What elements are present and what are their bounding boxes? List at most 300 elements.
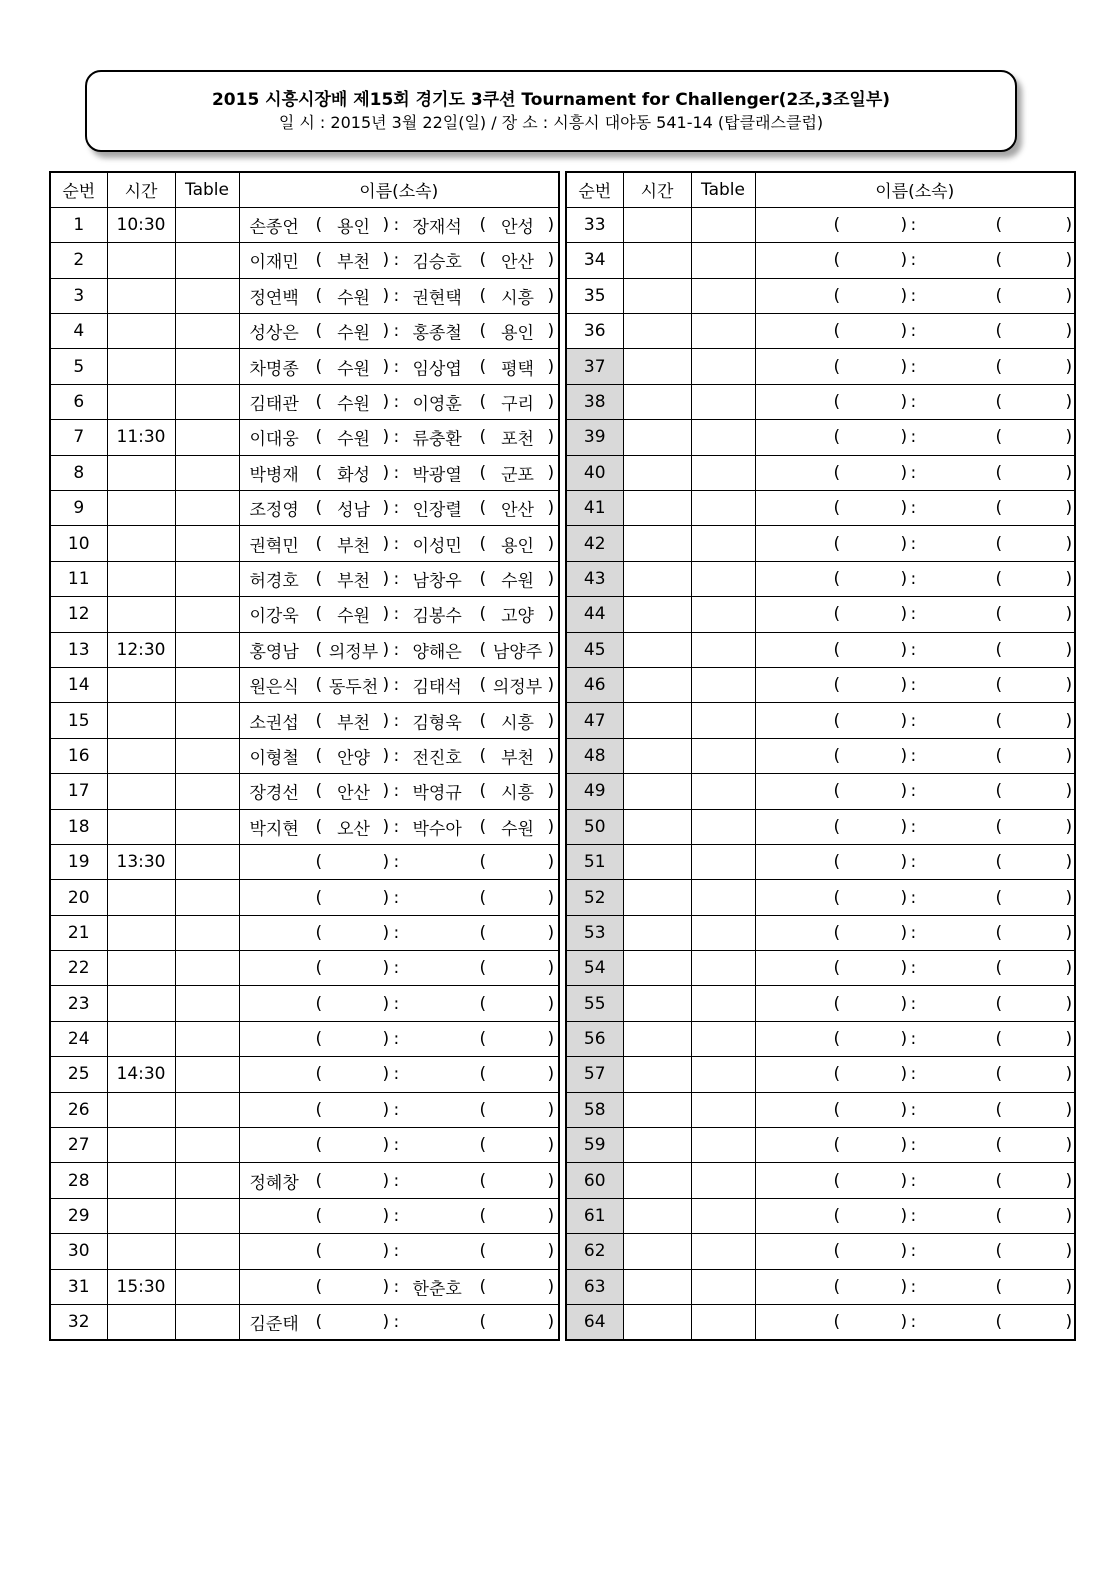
table-row [50, 1198, 559, 1233]
player2-name: 이영훈 [412, 394, 462, 415]
match-cell [239, 774, 559, 809]
open-paren: ( [833, 392, 841, 413]
player1-affiliation: 동두천 [328, 677, 379, 698]
open-paren: ( [315, 675, 323, 696]
player2-affiliation: 구리 [501, 394, 534, 415]
table-row [566, 420, 1075, 455]
order-cell: 52 [566, 880, 623, 915]
open-paren: ( [315, 1064, 323, 1085]
open-paren: ( [833, 958, 841, 979]
close-paren: ) [900, 285, 908, 306]
table-row [50, 951, 559, 986]
player1-name: 김준태 [249, 1314, 299, 1335]
match-cell [755, 1198, 1075, 1233]
close-paren: ) [547, 1276, 555, 1297]
close-paren: ) [382, 1029, 390, 1050]
player1-name: 이대웅 [249, 429, 299, 450]
open-paren: ( [315, 568, 323, 589]
table-number-cell [691, 1198, 755, 1233]
table-number-cell [175, 1057, 239, 1092]
player2-name: 권현택 [412, 288, 462, 309]
close-paren: ) [547, 816, 555, 837]
table-number-cell [691, 420, 755, 455]
close-paren: ) [900, 250, 908, 271]
time-cell [623, 278, 691, 313]
separator: : [393, 321, 400, 342]
time-cell [623, 1234, 691, 1269]
open-paren: ( [315, 958, 323, 979]
table-row [566, 1198, 1075, 1233]
order-cell: 54 [566, 951, 623, 986]
open-paren: ( [995, 1276, 1003, 1297]
open-paren: ( [833, 1206, 841, 1227]
close-paren: ) [1065, 816, 1073, 837]
order-cell: 63 [566, 1269, 623, 1304]
open-paren: ( [479, 568, 487, 589]
close-paren: ) [900, 1135, 908, 1156]
close-paren: ) [382, 533, 390, 554]
table-number-cell [175, 1021, 239, 1056]
match-cell [755, 915, 1075, 950]
separator: : [393, 1099, 400, 1120]
player2-affiliation: 시흥 [501, 783, 534, 804]
time-cell [107, 1163, 175, 1198]
time-cell [623, 243, 691, 278]
table-number-cell [691, 349, 755, 384]
order-cell: 32 [50, 1305, 107, 1340]
close-paren: ) [547, 1064, 555, 1085]
match-cell [239, 632, 559, 667]
time-cell [623, 207, 691, 242]
table-row [50, 561, 559, 596]
open-paren: ( [833, 250, 841, 271]
close-paren: ) [547, 1135, 555, 1156]
open-paren: ( [995, 356, 1003, 377]
order-cell: 44 [566, 597, 623, 632]
open-paren: ( [315, 1311, 323, 1332]
close-paren: ) [382, 922, 390, 943]
match-cell [755, 844, 1075, 879]
order-cell: 35 [566, 278, 623, 313]
close-paren: ) [547, 745, 555, 766]
close-paren: ) [547, 498, 555, 519]
time-cell [107, 951, 175, 986]
close-paren: ) [382, 852, 390, 873]
open-paren: ( [995, 321, 1003, 342]
open-paren: ( [995, 639, 1003, 660]
table-row [566, 526, 1075, 561]
time-cell [107, 384, 175, 419]
separator: : [393, 533, 400, 554]
close-paren: ) [900, 321, 908, 342]
open-paren: ( [479, 887, 487, 908]
separator: : [393, 568, 400, 589]
open-paren: ( [315, 1170, 323, 1191]
open-paren: ( [995, 1241, 1003, 1262]
close-paren: ) [1065, 922, 1073, 943]
time-cell [623, 703, 691, 738]
open-paren: ( [995, 958, 1003, 979]
match-cell [755, 1057, 1075, 1092]
match-cell [239, 1163, 559, 1198]
player2-affiliation: 포천 [501, 429, 534, 450]
match-cell [755, 703, 1075, 738]
time-cell [623, 986, 691, 1021]
separator: : [393, 1135, 400, 1156]
player2-affiliation: 용인 [501, 536, 534, 557]
header-time: 시간 [107, 172, 175, 207]
order-cell: 4 [50, 314, 107, 349]
table-row [566, 278, 1075, 313]
close-paren: ) [1065, 887, 1073, 908]
close-paren: ) [547, 993, 555, 1014]
match-cell [755, 1163, 1075, 1198]
match-cell [755, 491, 1075, 526]
player2-name: 홍종철 [412, 323, 462, 344]
open-paren: ( [995, 462, 1003, 483]
close-paren: ) [900, 958, 908, 979]
player1-name: 손종언 [249, 217, 299, 238]
open-paren: ( [479, 922, 487, 943]
table-row [566, 314, 1075, 349]
order-cell: 64 [566, 1305, 623, 1340]
separator: : [910, 922, 917, 943]
match-cell [239, 1198, 559, 1233]
close-paren: ) [900, 1276, 908, 1297]
table-number-cell [175, 314, 239, 349]
table-row [566, 243, 1075, 278]
open-paren: ( [479, 604, 487, 625]
open-paren: ( [315, 816, 323, 837]
order-cell: 7 [50, 420, 107, 455]
table-number-cell [175, 561, 239, 596]
match-cell [755, 738, 1075, 773]
table-row [50, 632, 559, 667]
separator: : [393, 1206, 400, 1227]
match-cell [239, 349, 559, 384]
open-paren: ( [315, 498, 323, 519]
player1-name: 이형철 [249, 748, 299, 769]
table-number-cell [691, 455, 755, 490]
separator: : [393, 1241, 400, 1262]
close-paren: ) [900, 498, 908, 519]
player2-affiliation: 남양주 [492, 642, 543, 663]
close-paren: ) [900, 1311, 908, 1332]
close-paren: ) [1065, 1099, 1073, 1120]
player2-name: 류충환 [412, 429, 462, 450]
close-paren: ) [547, 321, 555, 342]
close-paren: ) [1065, 1241, 1073, 1262]
table-number-cell [175, 703, 239, 738]
separator: : [910, 710, 917, 731]
open-paren: ( [315, 427, 323, 448]
player2-affiliation: 평택 [501, 359, 534, 380]
player1-affiliation: 부천 [337, 252, 370, 273]
match-cell [239, 1128, 559, 1163]
close-paren: ) [547, 781, 555, 802]
table-number-cell [691, 1128, 755, 1163]
close-paren: ) [1065, 533, 1073, 554]
player1-name: 조정영 [249, 500, 299, 521]
time-cell [623, 809, 691, 844]
separator: : [393, 462, 400, 483]
player1-name: 원은식 [249, 677, 299, 698]
open-paren: ( [833, 745, 841, 766]
separator: : [393, 498, 400, 519]
header-time: 시간 [623, 172, 691, 207]
separator: : [910, 1206, 917, 1227]
player2-name: 김형욱 [412, 713, 462, 734]
match-cell [239, 455, 559, 490]
close-paren: ) [382, 816, 390, 837]
time-cell [623, 491, 691, 526]
separator: : [393, 639, 400, 660]
close-paren: ) [900, 427, 908, 448]
close-paren: ) [382, 1206, 390, 1227]
time-cell [107, 243, 175, 278]
match-cell [755, 349, 1075, 384]
close-paren: ) [382, 1135, 390, 1156]
match-cell [239, 880, 559, 915]
match-cell [239, 1057, 559, 1092]
table-row [50, 1269, 559, 1304]
table-row [50, 597, 559, 632]
open-paren: ( [479, 1135, 487, 1156]
match-cell [239, 1269, 559, 1304]
table-row [566, 809, 1075, 844]
match-cell [239, 738, 559, 773]
close-paren: ) [900, 639, 908, 660]
separator: : [910, 1170, 917, 1191]
table-number-cell [175, 632, 239, 667]
table-row [50, 1305, 559, 1340]
table-number-cell [175, 667, 239, 702]
time-cell [107, 1198, 175, 1233]
table-row [566, 455, 1075, 490]
close-paren: ) [900, 356, 908, 377]
table-number-cell [691, 561, 755, 596]
separator: : [910, 533, 917, 554]
separator: : [910, 993, 917, 1014]
close-paren: ) [382, 1064, 390, 1085]
player2-name: 한춘호 [412, 1279, 462, 1300]
table-row [566, 207, 1075, 242]
table-row [50, 1234, 559, 1269]
order-cell: 8 [50, 455, 107, 490]
separator: : [393, 285, 400, 306]
table-number-cell [691, 1021, 755, 1056]
separator: : [393, 1064, 400, 1085]
table-number-cell [175, 597, 239, 632]
separator: : [910, 1276, 917, 1297]
open-paren: ( [995, 781, 1003, 802]
match-cell [239, 314, 559, 349]
separator: : [910, 781, 917, 802]
player2-name: 김봉수 [412, 606, 462, 627]
close-paren: ) [1065, 710, 1073, 731]
table-row [50, 207, 559, 242]
close-paren: ) [382, 710, 390, 731]
order-cell: 22 [50, 951, 107, 986]
match-cell [755, 278, 1075, 313]
order-cell: 29 [50, 1198, 107, 1233]
time-cell [107, 1305, 175, 1340]
table-number-cell [691, 632, 755, 667]
player1-affiliation: 수원 [337, 288, 370, 309]
close-paren: ) [900, 215, 908, 236]
order-cell: 49 [566, 774, 623, 809]
order-cell: 39 [566, 420, 623, 455]
open-paren: ( [479, 533, 487, 554]
open-paren: ( [995, 604, 1003, 625]
time-cell [107, 774, 175, 809]
order-cell: 26 [50, 1092, 107, 1127]
time-cell [623, 1163, 691, 1198]
open-paren: ( [315, 710, 323, 731]
open-paren: ( [833, 852, 841, 873]
close-paren: ) [382, 498, 390, 519]
close-paren: ) [547, 568, 555, 589]
table-number-cell [691, 809, 755, 844]
match-cell [239, 809, 559, 844]
player1-name: 성상은 [249, 323, 299, 344]
order-cell: 21 [50, 915, 107, 950]
player2-affiliation: 용인 [501, 323, 534, 344]
close-paren: ) [382, 427, 390, 448]
time-cell [107, 986, 175, 1021]
close-paren: ) [547, 285, 555, 306]
open-paren: ( [833, 1311, 841, 1332]
table-row [50, 880, 559, 915]
player1-affiliation: 수원 [337, 359, 370, 380]
table-number-cell [175, 243, 239, 278]
time-cell [623, 526, 691, 561]
player1-name: 소권섭 [249, 713, 299, 734]
table-row [566, 597, 1075, 632]
close-paren: ) [900, 1029, 908, 1050]
close-paren: ) [382, 604, 390, 625]
separator: : [910, 285, 917, 306]
close-paren: ) [547, 392, 555, 413]
table-row [566, 1234, 1075, 1269]
separator: : [393, 710, 400, 731]
time-cell: 11:30 [107, 420, 175, 455]
table-row [50, 278, 559, 313]
time-cell [107, 597, 175, 632]
table-number-cell [691, 491, 755, 526]
open-paren: ( [995, 215, 1003, 236]
separator: : [910, 392, 917, 413]
close-paren: ) [382, 285, 390, 306]
time-cell [623, 1305, 691, 1340]
open-paren: ( [479, 356, 487, 377]
separator: : [393, 604, 400, 625]
header-order: 순번 [566, 172, 623, 207]
table-number-cell [175, 349, 239, 384]
order-cell: 46 [566, 667, 623, 702]
table-number-cell [691, 667, 755, 702]
open-paren: ( [833, 215, 841, 236]
player1-affiliation: 용인 [337, 217, 370, 238]
separator: : [393, 1170, 400, 1191]
table-row [50, 667, 559, 702]
player1-name: 박병재 [249, 465, 299, 486]
order-cell: 47 [566, 703, 623, 738]
separator: : [393, 392, 400, 413]
close-paren: ) [1065, 1029, 1073, 1050]
header-order: 순번 [50, 172, 107, 207]
match-cell [239, 597, 559, 632]
player1-name: 정혜창 [249, 1173, 299, 1194]
close-paren: ) [547, 215, 555, 236]
table-number-cell [175, 915, 239, 950]
player2-affiliation: 안성 [501, 217, 534, 238]
table-row [566, 1021, 1075, 1056]
time-cell [623, 1092, 691, 1127]
player2-affiliation: 시흥 [501, 288, 534, 309]
player2-affiliation: 안산 [501, 252, 534, 273]
player2-affiliation: 수원 [501, 819, 534, 840]
open-paren: ( [995, 427, 1003, 448]
player1-affiliation: 안양 [337, 748, 370, 769]
table-row [566, 491, 1075, 526]
table-row [50, 809, 559, 844]
time-cell [623, 1128, 691, 1163]
table-row [50, 1092, 559, 1127]
open-paren: ( [833, 568, 841, 589]
order-cell: 58 [566, 1092, 623, 1127]
open-paren: ( [315, 1135, 323, 1156]
close-paren: ) [382, 215, 390, 236]
time-cell [107, 703, 175, 738]
player2-name: 전진호 [412, 748, 462, 769]
close-paren: ) [1065, 1064, 1073, 1085]
separator: : [393, 1311, 400, 1332]
open-paren: ( [479, 1311, 487, 1332]
order-cell: 41 [566, 491, 623, 526]
close-paren: ) [382, 993, 390, 1014]
time-cell [623, 1057, 691, 1092]
time-cell [107, 880, 175, 915]
order-cell: 24 [50, 1021, 107, 1056]
order-cell: 31 [50, 1269, 107, 1304]
order-cell: 38 [566, 384, 623, 419]
open-paren: ( [833, 1029, 841, 1050]
order-cell: 33 [566, 207, 623, 242]
open-paren: ( [833, 781, 841, 802]
open-paren: ( [833, 1241, 841, 1262]
order-cell: 28 [50, 1163, 107, 1198]
open-paren: ( [315, 887, 323, 908]
order-cell: 18 [50, 809, 107, 844]
order-cell: 16 [50, 738, 107, 773]
open-paren: ( [833, 675, 841, 696]
separator: : [393, 356, 400, 377]
open-paren: ( [833, 816, 841, 837]
separator: : [910, 462, 917, 483]
close-paren: ) [547, 462, 555, 483]
table-row [50, 915, 559, 950]
table-row [566, 632, 1075, 667]
match-cell [239, 1092, 559, 1127]
open-paren: ( [833, 993, 841, 1014]
open-paren: ( [833, 462, 841, 483]
match-cell [239, 491, 559, 526]
time-cell [107, 1092, 175, 1127]
separator: : [910, 958, 917, 979]
open-paren: ( [479, 816, 487, 837]
open-paren: ( [833, 1064, 841, 1085]
